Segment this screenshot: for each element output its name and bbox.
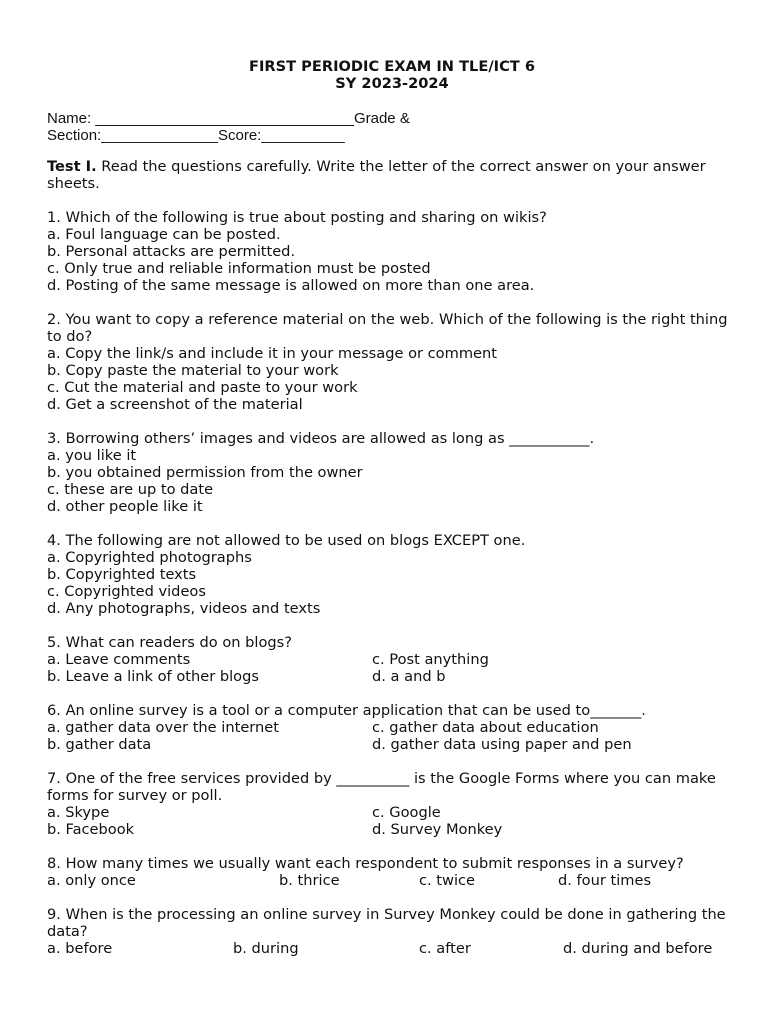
question-8 (47, 855, 737, 889)
section-score-line: Section:______________Score:__________ (47, 127, 345, 144)
student-info-block (47, 110, 737, 144)
question-text: 3. Borrowing others’ images and videos are allowed as long as ___________. (47, 430, 595, 447)
exam-title (47, 58, 737, 92)
instructions-text: Read the questions carefully. Write the letter of the correct answer on your answer sheets. (47, 158, 706, 192)
option: c. Post anything (372, 651, 489, 668)
option: a. only once (47, 872, 136, 889)
question-4 (47, 532, 737, 617)
option: c. Only true and reliable information must be posted (47, 260, 431, 277)
option: a. Copy the link/s and include it in your message or comment (47, 345, 497, 362)
test-instructions (47, 158, 737, 192)
question-3 (47, 430, 737, 515)
option: c. Cut the material and paste to your work (47, 379, 358, 396)
option: a. before (47, 940, 113, 957)
option: d. a and b (372, 668, 446, 685)
options-grid (47, 804, 737, 838)
option: b. Facebook (47, 821, 135, 838)
option: b. you obtained permission from the owner (47, 464, 363, 481)
question-text: 6. An online survey is a tool or a computer application that can be used to_______. (47, 702, 646, 719)
question-9 (47, 906, 737, 957)
option: d. gather data using paper and pen (372, 736, 632, 753)
options-grid (47, 651, 737, 685)
title-line-1: FIRST PERIODIC EXAM IN TLE/ICT 6 (249, 58, 535, 75)
question-7 (47, 770, 737, 838)
question-5 (47, 634, 737, 685)
option: a. Leave comments (47, 651, 191, 668)
option: b. Copy paste the material to your work (47, 362, 339, 379)
option: c. Google (372, 804, 441, 821)
option: d. Survey Monkey (372, 821, 503, 838)
question-text: 8. How many times we usually want each respondent to submit responses in a survey? (47, 855, 684, 872)
question-text: 2. You want to copy a reference material on the web. Which of the following is the right thing to do? (47, 311, 728, 345)
option: b. gather data (47, 736, 152, 753)
option: a. Foul language can be posted. (47, 226, 281, 243)
option: c. Copyrighted videos (47, 583, 206, 600)
options-grid (47, 719, 737, 753)
options-row (47, 940, 737, 957)
option: d. Any photographs, videos and texts (47, 600, 321, 617)
option: d. Get a screenshot of the material (47, 396, 303, 413)
option: b. during (233, 940, 299, 957)
question-2 (47, 311, 737, 413)
option: b. Leave a link of other blogs (47, 668, 259, 685)
option: b. thrice (279, 872, 340, 889)
exam-page (47, 58, 737, 957)
option: a. Skype (47, 804, 110, 821)
question-text: 7. One of the free services provided by __________ is the Google Forms where you can make forms for survey or poll. (47, 770, 716, 804)
option: b. Personal attacks are permitted. (47, 243, 296, 260)
option: a. you like it (47, 447, 137, 464)
name-grade-line: Name: _______________________________Grade & (47, 110, 410, 127)
question-text: 1. Which of the following is true about posting and sharing on wikis? (47, 209, 547, 226)
option: a. gather data over the internet (47, 719, 279, 736)
options-row (47, 872, 737, 889)
option: c. after (419, 940, 471, 957)
option: a. Copyrighted photographs (47, 549, 252, 566)
question-1 (47, 209, 737, 294)
option: d. during and before (563, 940, 713, 957)
option: c. these are up to date (47, 481, 214, 498)
option: d. four times (558, 872, 652, 889)
title-line-2: SY 2023-2024 (335, 75, 449, 92)
question-text: 5. What can readers do on blogs? (47, 634, 292, 651)
option: c. gather data about education (372, 719, 599, 736)
option: c. twice (419, 872, 476, 889)
question-6 (47, 702, 737, 753)
question-text: 9. When is the processing an online survey in Survey Monkey could be done in gathering the data? (47, 906, 726, 940)
test-label: Test I. (47, 158, 97, 175)
option: d. Posting of the same message is allowed on more than one area. (47, 277, 535, 294)
option: d. other people like it (47, 498, 203, 515)
option: b. Copyrighted texts (47, 566, 197, 583)
question-text: 4. The following are not allowed to be used on blogs EXCEPT one. (47, 532, 526, 549)
